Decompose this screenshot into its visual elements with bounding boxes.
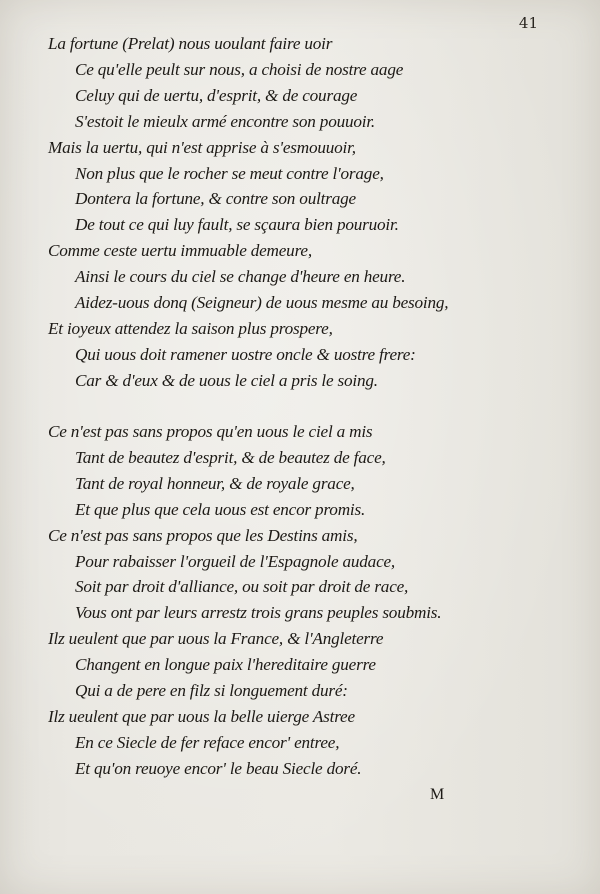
verse-line: S'estoit le mieulx armé encontre son pouuoir. — [75, 111, 376, 131]
verse-line: Ainsi le cours du ciel se change d'heure en heure. — [75, 267, 406, 287]
verse-line: La fortune (Prelat) nous uoulant faire uoir — [48, 34, 333, 53]
verse-line: Mais la uertu, qui n'est apprise à s'esmouuoir, — [48, 137, 356, 157]
verse-line: En ce Siecle de fer reface encor' entree, — [75, 732, 340, 752]
verse-line: Et qu'on reuoye encor' le beau Siecle doré. — [75, 758, 362, 778]
verse-line: Ce n'est pas sans propos que les Destins amis, — [48, 525, 358, 545]
verse-line: Pour rabaisser l'orgueil de l'Espagnole audace, — [75, 551, 396, 571]
verse-line: Aidez-uous donq (Seigneur) de uous mesme au besoing, — [75, 293, 449, 312]
verse-line: Ce qu'elle peult sur nous, a choisi de nostre aage — [75, 59, 404, 79]
verse-line: Ce n'est pas sans propos qu'en uous le ciel a mis — [48, 422, 373, 441]
verse-line: Tant de royal honneur, & de royale grace, — [75, 473, 355, 493]
verse-line: Ilz ueulent que par uous la belle uierge Astree — [48, 706, 355, 726]
verse-line: Et que plus que cela uous est encor promis. — [75, 499, 366, 519]
verse-line: Vous ont par leurs arrestz trois grans peuples soubmis. — [75, 603, 442, 623]
verse-line: Changent en longue paix l'hereditaire guerre — [75, 655, 376, 675]
verse-line: Car & d'eux & de uous le ciel a pris le soing. — [75, 370, 378, 390]
page-number: 41 — [518, 14, 538, 32]
verse-line: Tant de beautez d'esprit, & de beautez de face, — [75, 447, 386, 467]
verse-line: Non plus que le rocher se meut contre l'orage, — [75, 163, 384, 183]
verse-line: Qui uous doit ramener uostre oncle & uostre frere: — [75, 344, 416, 364]
verse-line: Celuy qui de uertu, d'esprit, & de courage — [75, 85, 358, 105]
verse-line: Qui a de pere en filz si longuement duré: — [75, 681, 348, 700]
verse-line: Et ioyeux attendez la saison plus prospere, — [48, 318, 333, 338]
verse-line: Ilz ueulent que par uous la France, & l'Angleterre — [48, 629, 384, 649]
verse-line: Dontera la fortune, & contre son oultrage — [75, 189, 356, 209]
catchword: M — [430, 786, 445, 803]
verse-line: Soit par droit d'alliance, ou soit par droit de race, — [75, 577, 409, 597]
verse-line: De tout ce qui luy fault, se sçaura bien pouruoir. — [75, 215, 399, 235]
verse-line: Comme ceste uertu immuable demeure, — [48, 241, 312, 261]
